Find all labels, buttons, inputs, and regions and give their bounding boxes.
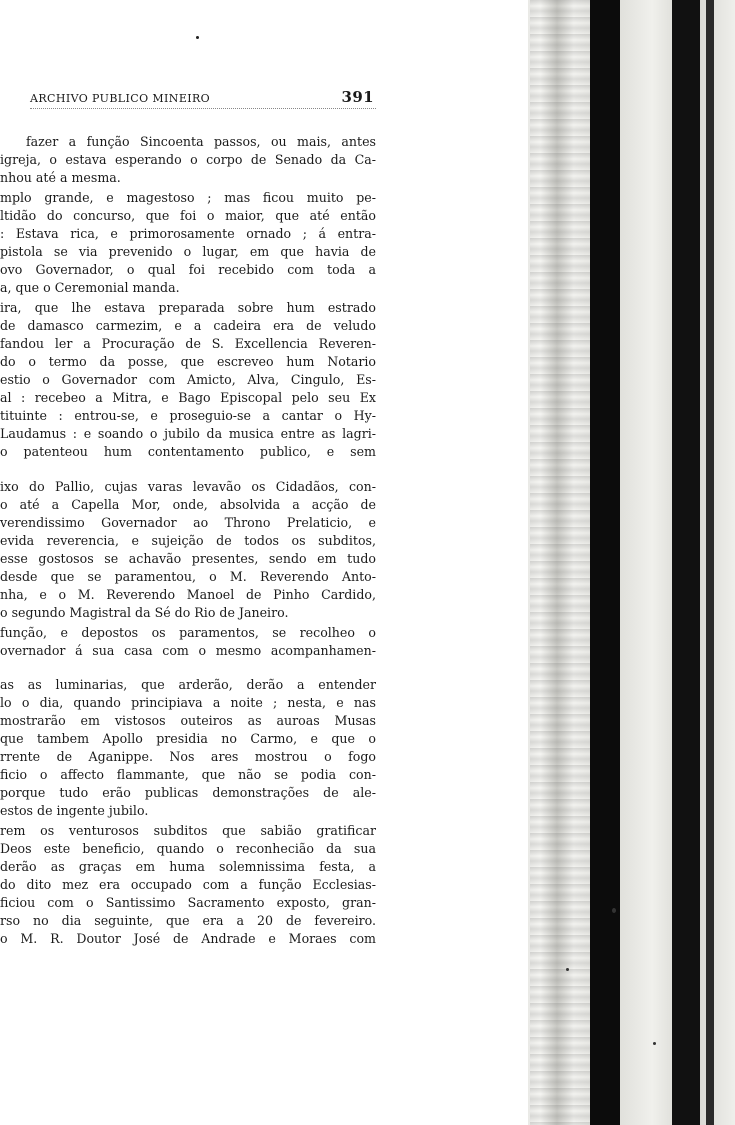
text-line: do o termo da posse, que escreveo hum Notario [0,354,376,369]
text-line: estio o Governador com Amicto, Alva, Cingulo, Es- [0,372,376,387]
text-line: ltidão do concurso, que foi o maior, que até então [0,208,376,223]
text-line: as as luminarias, que arderão, derão a entender [0,677,376,692]
text-line: desde que se paramentou, o M. Reverendo Anto- [0,569,376,584]
text-line: que tambem Apollo presidia no Carmo, e que o [0,731,376,746]
text-line: Laudamus : e soando o jubilo da musica entre as lagri- [0,426,376,441]
spine-inner-band [672,0,700,1125]
text-line: de damasco carmezim, e a cadeira era de veludo [0,318,376,333]
text-line: o patenteou hum contentamento publico, e sem [0,444,376,459]
text-line: estos de ingente jubilo. [0,803,149,818]
text-line: tituinte : entrou-se, e proseguio-se a cantar o Hy- [0,408,376,423]
text-line: ficiou com o Santissimo Sacramento exposto, gran- [0,895,376,910]
scan-speck [653,1042,656,1045]
text-line: : Estava rica, e primorosamente ornado ; á entra- [0,226,376,241]
scan-speck [612,908,616,913]
spine-shadow-band [590,0,620,1125]
text-line: mplo grande, e magestoso ; mas ficou muito pe- [0,190,376,205]
text-line: nhou até a mesma. [0,170,121,185]
text-line: verendissimo Governador ao Throno Prelaticio, e [0,515,376,530]
text-line: a, que o Ceremonial manda. [0,280,180,295]
text-line: overnador á sua casa com o mesmo acompanhamen- [0,643,376,658]
text-line: o segundo Magistral da Sé do Rio de Janeiro. [0,605,289,620]
scan-speck [566,968,569,971]
text-line: nha, e o M. Reverendo Manoel de Pinho Cardido, [0,587,376,602]
text-line: Deos este beneficio, quando o reconhecião da sua [0,841,376,856]
text-line: mostrarão em vistosos outeiros as auroas Musas [0,713,376,728]
text-line: ira, que lhe estava preparada sobre hum estrado [0,300,376,315]
text-line: ovo Governador, o qual foi recebido com toda a [0,262,376,277]
text-line: fazer a função Sincoenta passos, ou mais, antes [26,134,376,149]
page-number: 391 [341,88,374,106]
text-line: lo o dia, quando principiava a noite ; nesta, e nas [0,695,376,710]
text-line: al : recebeo a Mitra, e Bago Episcopal pelo seu Ex [0,390,376,405]
text-line: esse gostosos se achavão presentes, sendo em tudo [0,551,376,566]
text-line: porque tudo erão publicas demonstrações de ale- [0,785,376,800]
text-line: pistola se via prevenido o lugar, em que havia de [0,244,376,259]
text-line: do dito mez era occupado com a função Ecclesias- [0,877,376,892]
text-line: rrente de Aganippe. Nos ares mostrou o fogo [0,749,376,764]
text-line: ixo do Pallio, cujas varas levavão os Cidadãos, con- [0,479,376,494]
text-line: rso no dia seguinte, que era a 20 de fevereiro. [0,913,376,928]
text-line: evida reverencia, e sujeição de todos os subditos, [0,533,376,548]
spine-edge [706,0,714,1125]
text-line: o M. R. Doutor José de Andrade e Moraes com [0,931,376,946]
text-line: derão as graças em huma solemnissima festa, a [0,859,376,874]
text-line: rem os venturosos subditos que sabião gratificar [0,823,376,838]
gutter-shadow [530,0,590,1125]
text-line: fandou ler a Procuração de S. Excellencia Reveren- [0,336,376,351]
text-line: ficio o affecto flammante, que não se podia con- [0,767,376,782]
text-line: função, e depostos os paramentos, se recolheo o [0,625,376,640]
text-line: igreja, o estava esperando o corpo de Senado da Ca- [0,152,376,167]
text-line: o até a Capella Mor, onde, absolvida a acção de [0,497,376,512]
running-title: ARCHIVO PUBLICO MINEIRO [30,92,211,105]
